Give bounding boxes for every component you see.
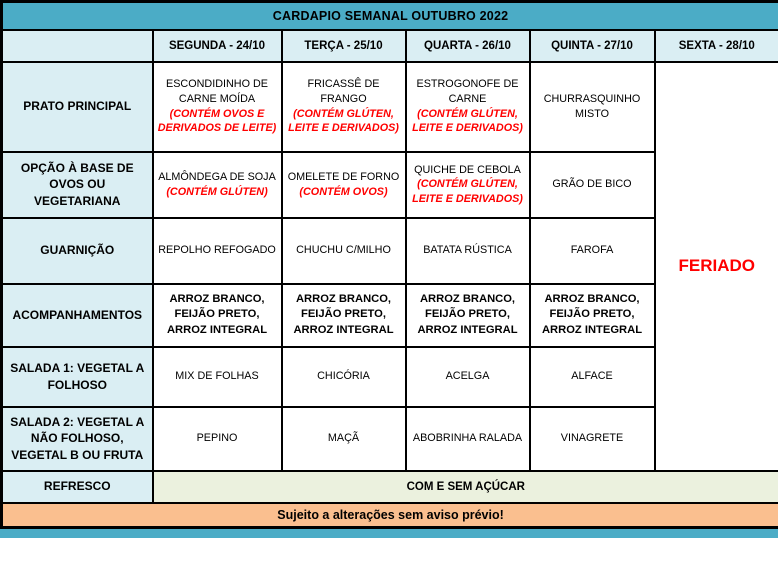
dish-name: CHUCHU C/MILHO xyxy=(296,244,391,257)
row-header-guarnicao: GUARNIÇÃO xyxy=(2,218,153,284)
menu-cell xyxy=(406,407,530,471)
row-header-salada-2: SALADA 2: VEGETAL A NÃO FOLHOSO, VEGETAL B OU FRUTA xyxy=(2,407,153,471)
menu-cell xyxy=(530,218,655,284)
dish-name: MAÇÃ xyxy=(327,432,360,445)
menu-cell xyxy=(530,347,655,407)
row-header-acompanhamentos: ACOMPANHAMENTOS xyxy=(2,284,153,347)
dish-name: FRICASSÊ DE FRANGO xyxy=(307,78,380,105)
menu-cell xyxy=(282,62,406,152)
menu-cell xyxy=(153,62,282,152)
day-header-wednesday: QUARTA - 26/10 xyxy=(406,30,530,62)
allergen-note: (CONTÉM GLÚTEN, LEITE E DERIVADOS) xyxy=(288,107,399,135)
allergen-note: (CONTÉM GLÚTEN, LEITE E DERIVADOS) xyxy=(412,107,523,135)
dish-name: VINAGRETE xyxy=(560,432,624,445)
row-header-prato-principal: PRATO PRINCIPAL xyxy=(2,62,153,152)
menu-title: CARDAPIO SEMANAL OUTUBRO 2022 xyxy=(2,2,778,30)
menu-cell xyxy=(530,407,655,471)
menu-cell xyxy=(153,347,282,407)
day-header-tuesday: TERÇA - 25/10 xyxy=(282,30,406,62)
menu-cell xyxy=(406,62,530,152)
day-header-thursday: QUINTA - 27/10 xyxy=(530,30,655,62)
menu-cell xyxy=(406,218,530,284)
dish-name: ALFACE xyxy=(571,370,613,383)
menu-cell xyxy=(282,152,406,218)
menu-cell xyxy=(406,347,530,407)
dish-name: PEPINO xyxy=(196,432,238,445)
row-header-opcao-vegetariana: OPÇÃO À BASE DE OVOS OU VEGETARIANA xyxy=(2,152,153,218)
menu-cell xyxy=(530,152,655,218)
dish-name: QUICHE DE CEBOLA xyxy=(414,163,521,176)
dish-name: REPOLHO REFOGADO xyxy=(158,244,276,257)
menu-cell xyxy=(282,284,406,347)
row-header-refresco: REFRESCO xyxy=(2,471,153,503)
menu-cell xyxy=(282,218,406,284)
dish-name: ESTROGONOFE DE CARNE xyxy=(416,78,519,105)
menu-cell xyxy=(153,284,282,347)
dish-name: BATATA RÚSTICA xyxy=(423,244,512,257)
dish-name: ARROZ BRANCO, FEIJÃO PRETO, ARROZ INTEGRAL xyxy=(417,293,518,336)
bottom-accent-strip xyxy=(0,529,778,538)
day-header-monday: SEGUNDA - 24/10 xyxy=(153,30,282,62)
menu-cell xyxy=(282,347,406,407)
dish-name: CHICÓRIA xyxy=(317,370,370,383)
refresco-value-cell: COM E SEM AÇÚCAR xyxy=(153,471,778,503)
allergen-note: (CONTÉM GLÚTEN, LEITE E DERIVADOS) xyxy=(412,178,523,205)
dish-name: ARROZ BRANCO, FEIJÃO PRETO, ARROZ INTEGRAL xyxy=(293,293,394,336)
menu-cell xyxy=(153,218,282,284)
menu-cell xyxy=(282,407,406,471)
dish-name: ARROZ BRANCO, FEIJÃO PRETO, ARROZ INTEGRAL xyxy=(541,293,643,336)
table-row xyxy=(2,471,778,503)
dish-name: CHURRASQUINHO MISTO xyxy=(543,92,641,120)
disclaimer-banner: Sujeito a alterações sem aviso prévio! xyxy=(2,503,778,528)
table-row xyxy=(2,503,778,528)
dish-name: ABOBRINHA RALADA xyxy=(412,432,523,445)
menu-cell xyxy=(406,152,530,218)
menu-cell xyxy=(153,152,282,218)
menu-cell xyxy=(530,62,655,152)
holiday-cell: FERIADO xyxy=(655,62,778,471)
dish-name: MIX DE FOLHAS xyxy=(175,370,259,383)
allergen-note: (CONTÉM OVOS) xyxy=(299,185,388,198)
dish-name: FAROFA xyxy=(570,244,614,257)
dish-name: ACELGA xyxy=(445,370,490,383)
menu-cell xyxy=(530,284,655,347)
dish-name: ALMÔNDEGA DE SOJA xyxy=(158,170,276,183)
menu-cell xyxy=(153,407,282,471)
allergen-note: (CONTÉM GLÚTEN) xyxy=(166,185,268,198)
allergen-note: (CONTÉM OVOS E DERIVADOS DE LEITE) xyxy=(157,107,277,135)
corner-blank-cell xyxy=(2,30,153,62)
menu-cell xyxy=(406,284,530,347)
row-header-salada-1: SALADA 1: VEGETAL A FOLHOSO xyxy=(2,347,153,407)
dish-name: OMELETE DE FORNO xyxy=(287,170,400,183)
dish-name: ARROZ BRANCO, FEIJÃO PRETO, ARROZ INTEGRAL xyxy=(166,293,268,336)
dish-name: GRÃO DE BICO xyxy=(552,178,632,191)
day-header-friday: SEXTA - 28/10 xyxy=(655,30,778,62)
dish-name: ESCONDIDINHO DE CARNE MOÍDA xyxy=(166,78,268,105)
table-row xyxy=(2,62,778,152)
